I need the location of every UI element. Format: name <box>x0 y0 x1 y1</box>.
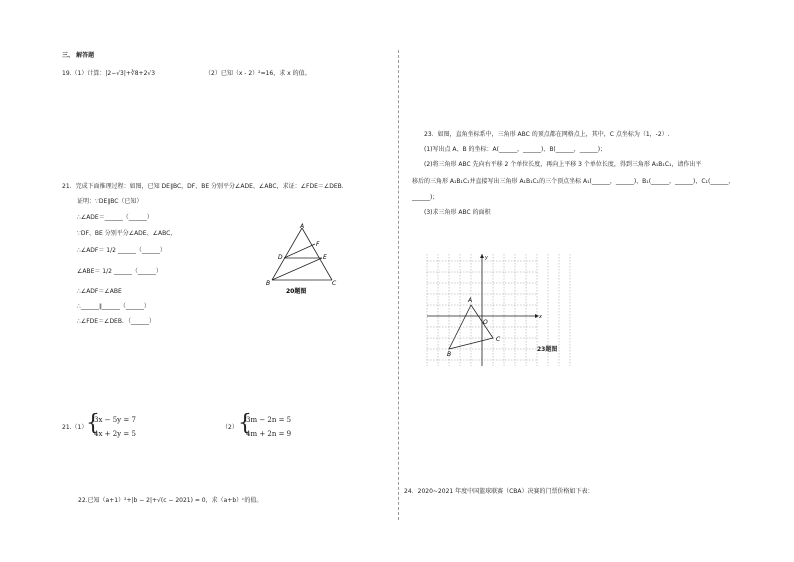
q21-part2-label: （2） <box>222 424 238 431</box>
q23-intro: 23．如图，直角坐标系中，三角形 ABC 的顶点都在网格点上，其中，C 点坐标为（1，-2）. <box>424 131 670 138</box>
q20-triangle-figure <box>262 222 346 296</box>
q19-part2: （2）已知（x - 2）²=16，求 x 的值。 <box>205 70 311 77</box>
q23-q2-line3: ______)； <box>412 194 439 201</box>
q20-label-a: A <box>300 223 305 230</box>
origin-label: O <box>483 319 488 326</box>
q20-line-4: ∴∠ADF＝ 1/2 ______（______） <box>77 247 166 254</box>
q20-fig-caption: 20题图 <box>286 288 307 295</box>
q24-text: 24．2020~2021 年度中国篮球联赛（CBA）决赛的门票价格如下表： <box>404 488 594 495</box>
q21-part2-eq2: 4m + 2n = 9 <box>246 430 292 438</box>
q21-brace-1: { <box>86 411 100 436</box>
q23-q3: (3)求三角形 ABC 的面积 <box>424 209 491 216</box>
q20-line-5: ∠ABE＝ 1/2 ______（______） <box>77 268 162 275</box>
q20-intro: 21．完成下面推理过程：如图，已知 DE∥BC，DF、BE 分别平分∠ADE、∠ABC，求证：∠FDE＝∠DEB． <box>62 183 348 190</box>
q21-part1-eq1: 3x − 5y = 7 <box>94 416 136 424</box>
q20-line-3: ∵DF、BE 分别平分∠ADE、∠ABC， <box>77 230 177 237</box>
q21-part2-eq1: 3m − 2n = 5 <box>246 416 292 424</box>
q23-fig-caption: 23题图 <box>537 346 558 353</box>
q22-text: 22.已知（a+1）²+|b − 2|+√(c − 2021) = 0，求（a+b）ᶜ的值。 <box>78 497 263 504</box>
q23-label-b: B <box>447 351 452 358</box>
q21-part1-eq2: 4x + 2y = 5 <box>94 430 136 438</box>
q23-q2-line1: (2)将三角形 ABC 先向右平移 2 个单位长度，再向上平移 3 个单位长度，得到三角形 A₁B₁C₁，请作出平 <box>424 161 702 168</box>
y-axis-label: y <box>485 255 488 261</box>
column-divider <box>398 50 399 520</box>
x-axis-label: x <box>539 314 542 320</box>
q23-q2-line2: 移后的三角形 A₁B₁C₁并直接写出三角形 A₁B₁C₁的三个顶点坐标 A₁(______，______)，B₁(______，______)，C₁(______， <box>412 178 735 185</box>
q21-part1-label: 21.（1） <box>62 424 88 431</box>
q20-label-b: B <box>266 280 271 287</box>
q20-line-7: ∴______∥______（______） <box>77 303 150 310</box>
q20-label-d: D <box>278 254 283 261</box>
q20-label-c: C <box>332 280 337 287</box>
q20-label-f: F <box>316 241 320 248</box>
q23-q1: (1)写出点 A、B 的坐标：A(______，______)、B(______，______)； <box>424 146 607 153</box>
q20-line-2: ∴∠ADE＝______（______） <box>77 214 153 221</box>
q21-brace-2: { <box>238 411 252 436</box>
section-title: 三、 解答题 <box>62 52 95 59</box>
q20-line-1: 证明：∵DE∥BC（已知） <box>77 198 143 205</box>
q23-label-a: A <box>468 297 473 304</box>
q20-line-6: ∴∠ADF＝∠ABE <box>77 288 122 295</box>
q19-part1: 19.（1）计算：|2−√3|+∛8+2√3 <box>62 70 156 77</box>
q20-line-8: ∴∠FDE＝∠DEB．（______） <box>77 318 155 325</box>
q20-label-e: E <box>323 254 327 261</box>
q23-label-c: C <box>496 336 501 343</box>
